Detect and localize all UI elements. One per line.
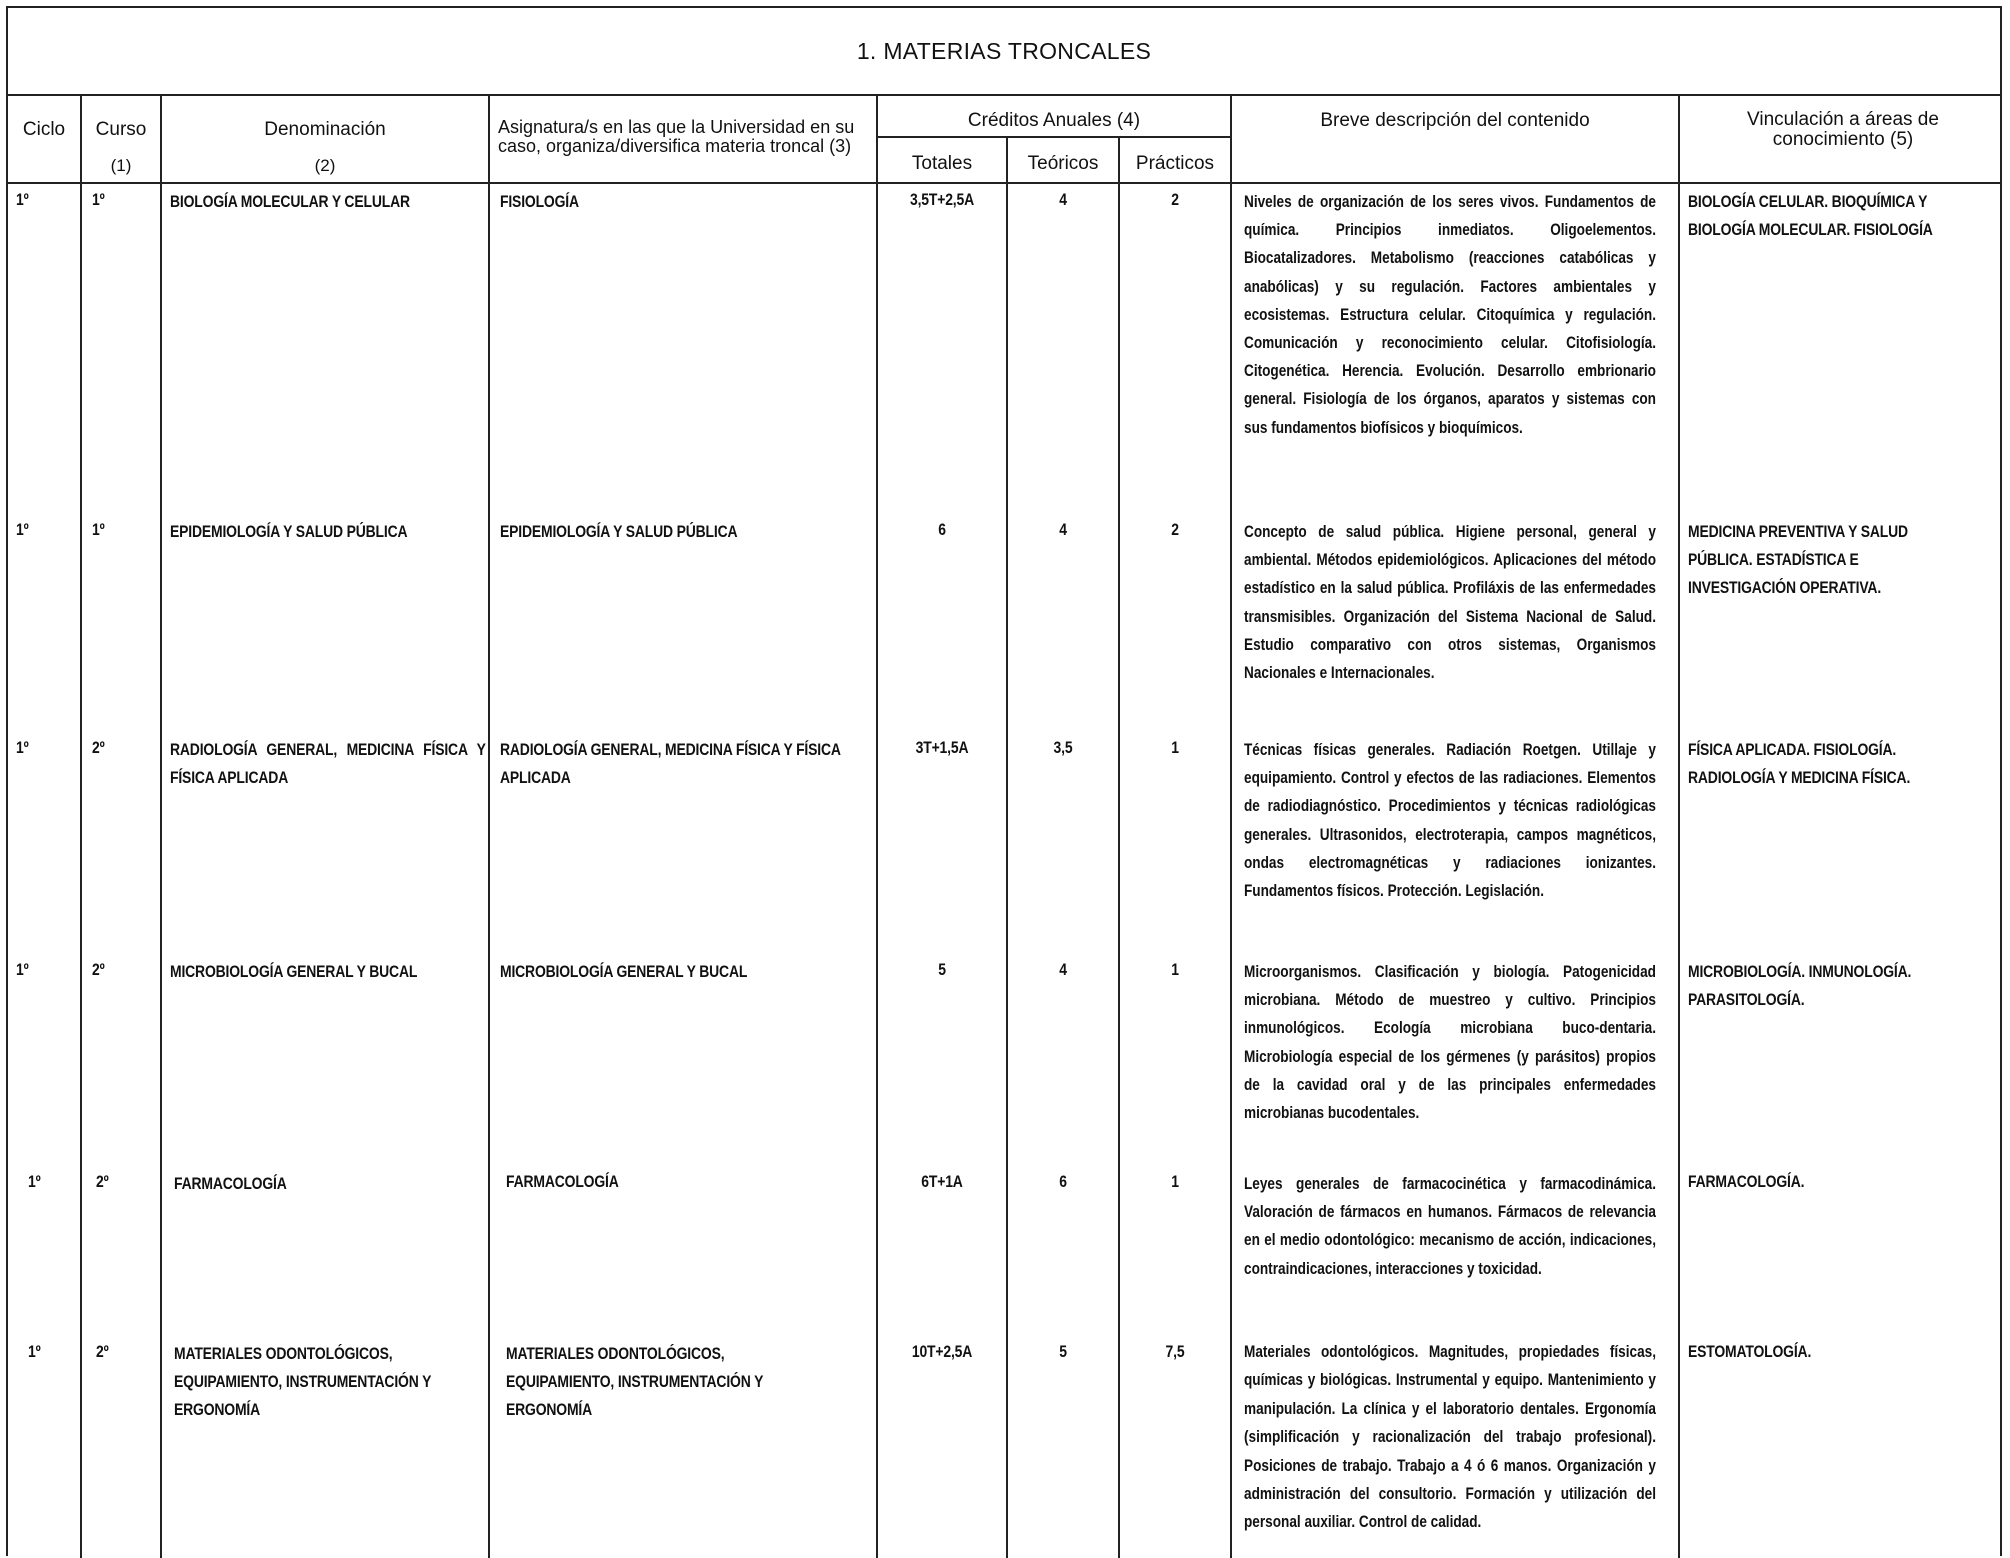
col-rule-teoricos [1118,136,1120,1558]
cell-descripcion: Técnicas físicas generales. Radiación Roetgen. Utillaje y equipamiento. Control y efectos de las radiaciones. Elementos de radiodiagnóstico. Procedimientos y técnicas radiológicas generales. Ultrasonidos, electroterapia, campos magnéticos, ondas electromagnéticas y radiaciones ionizantes. Fundamentos físicos. Protección. Legislación. [1244,740,1656,901]
cell-practicos: 2 [1171,520,1179,539]
cell-descripcion: Leyes generales de farmacocinética y farmacodinámica. Valoración de fármacos en humanos. Fármacos de relevancia en el medio odontológico: mecanismo de acción, indicaciones, contraindicaciones, interacciones y toxicidad. [1244,1174,1656,1278]
cell-asignatura: MATERIALES ODONTOLÓGICOS, EQUIPAMIENTO, INSTRUMENTACIÓN Y ERGONOMÍA [506,1344,763,1419]
cell-curso: 2º [96,1172,109,1191]
cell-ciclo: 1º [16,520,29,539]
cell-descripcion: Microorganismos. Clasificación y biología. Patogenicidad microbiana. Método de muestreo y cultivo. Principios inmunológicos. Ecología microbiana buco-dentaria. Microbiología especial de los gérmenes (y parásitos) propios de la cavidad oral y de las principales enfermedades microbianas bucodentales. [1244,962,1656,1123]
cell-curso: 2º [92,960,105,979]
header-teoricos: Teóricos [1027,153,1099,174]
cell-ciclo: 1º [16,960,29,979]
header-descripcion: Breve descripción del contenido [1320,110,1590,131]
cell-ciclo: 1º [28,1172,41,1191]
cell-totales: 6 [938,520,946,539]
header-denominacion-note: (2) [314,156,336,175]
header-practicos: Prácticos [1135,153,1215,174]
cell-descripcion: Niveles de organización de los seres vivos. Fundamentos de química. Principios inmediatos. Oligoelementos. Biocatalizadores. Metabolismo (reacciones catabólicas y anabólicas) y su regulación. Factores ambientales y ecosistemas. Estructura celular. Citoquímica y regulación. Comunicación y reconocimiento celular. Citofisiología. Citogenética. Herencia. Evolución. Desarrollo embrionario general. Fisiología de los órganos, aparatos y sistemas con sus fundamentos biofísicos y bioquímicos. [1244,192,1656,437]
cell-curso: 1º [92,190,105,209]
col-rule-curso [160,94,162,1558]
cell-asignatura: RADIOLOGÍA GENERAL, MEDICINA FÍSICA Y FÍSICA APLICADA [500,740,841,787]
rule-header-bottom [8,182,2000,184]
cell-practicos: 2 [1171,190,1179,209]
cell-curso: 2º [96,1342,109,1361]
col-rule-denominacion [488,94,490,1558]
cell-totales: 5 [938,960,946,979]
cell-teoricos: 4 [1059,520,1067,539]
cell-denominacion: RADIOLOGÍA GENERAL, MEDICINA FÍSICA Y FÍSICA APLICADA [170,740,486,787]
cell-teoricos: 4 [1059,960,1067,979]
header-curso-note: (1) [110,156,132,175]
cell-vinculacion: MEDICINA PREVENTIVA Y SALUD PÚBLICA. ESTADÍSTICA E INVESTIGACIÓN OPERATIVA. [1688,522,1908,597]
cell-totales: 3T+1,5A [915,738,969,757]
cell-descripcion: Concepto de salud pública. Higiene personal, general y ambiental. Métodos epidemiológicos. Aplicaciones del método estadístico en la salud pública. Profiláxis de las enfermedades transmisibles. Organización del Sistema Nacional de Salud. Estudio comparativo con otros sistemas, Organismos Nacionales e Internacionales. [1244,522,1656,683]
header-denominacion: Denominación [264,119,386,140]
cell-teoricos: 6 [1059,1172,1067,1191]
header-totales: Totales [911,153,973,174]
cell-teoricos: 5 [1059,1342,1067,1361]
col-rule-practicos [1230,94,1232,1558]
table-title: 1. MATERIAS TRONCALES [8,8,2000,96]
cell-denominacion: FARMACOLOGÍA [174,1174,287,1193]
cell-vinculacion: ESTOMATOLOGÍA. [1688,1342,1812,1361]
cell-vinculacion: BIOLOGÍA CELULAR. BIOQUÍMICA Y BIOLOGÍA MOLECULAR. FISIOLOGÍA [1688,192,1933,239]
header-creditos: Créditos Anuales (4) [967,110,1141,131]
header-ciclo: Ciclo [22,119,66,140]
cell-totales: 10T+2,5A [911,1342,973,1361]
cell-asignatura: FISIOLOGÍA [500,192,579,211]
cell-practicos: 7,5 [1165,1342,1185,1361]
cell-asignatura: EPIDEMIOLOGÍA Y SALUD PÚBLICA [500,522,738,541]
cell-curso: 2º [92,738,105,757]
col-rule-asignatura [876,94,878,1558]
cell-curso: 1º [92,520,105,539]
cell-denominacion: BIOLOGÍA MOLECULAR Y CELULAR [170,192,410,211]
cell-totales: 6T+1A [921,1172,963,1191]
cell-asignatura: MICROBIOLOGÍA GENERAL Y BUCAL [500,962,748,981]
cell-practicos: 1 [1171,738,1179,757]
cell-descripcion: Materiales odontológicos. Magnitudes, propiedades físicas, químicas y biológicas. Instrumental y equipo. Mantenimiento y manipulación. La clínica y el laboratorio dentales. Ergonomía (simplificación y racionalización del trabajo profesional). Posiciones de trabajo. Trabajo a 4 ó 6 manos. Organización y administración del consultorio. Formación y utilización del personal auxiliar. Control de calidad. [1244,1342,1656,1532]
cell-asignatura: FARMACOLOGÍA [506,1172,619,1191]
header-vinculacion: Vinculación a áreas de conocimiento (5) [1747,109,1939,150]
col-rule-descripcion [1678,94,1680,1558]
cell-practicos: 1 [1171,1172,1179,1191]
cell-ciclo: 1º [28,1342,41,1361]
col-rule-ciclo [80,94,82,1558]
cell-teoricos: 3,5 [1053,738,1073,757]
rule-creditos-sub [876,136,1230,138]
col-rule-totales [1006,136,1008,1558]
cell-denominacion: MICROBIOLOGÍA GENERAL Y BUCAL [170,962,418,981]
cell-practicos: 1 [1171,960,1179,979]
document-page [6,6,2002,1556]
cell-vinculacion: FÍSICA APLICADA. FISIOLOGÍA. RADIOLOGÍA Y MEDICINA FÍSICA. [1688,740,1911,787]
cell-ciclo: 1º [16,738,29,757]
header-curso: Curso [95,119,147,140]
cell-vinculacion: MICROBIOLOGÍA. INMUNOLOGÍA. PARASITOLOGÍA. [1688,962,1912,1009]
header-asignatura: Asignatura/s en las que la Universidad en su caso, organiza/diversifica materia troncal (3) [498,117,855,156]
cell-teoricos: 4 [1059,190,1067,209]
cell-ciclo: 1º [16,190,29,209]
cell-totales: 3,5T+2,5A [909,190,975,209]
cell-denominacion: MATERIALES ODONTOLÓGICOS, EQUIPAMIENTO, INSTRUMENTACIÓN Y ERGONOMÍA [174,1344,431,1419]
cell-denominacion: EPIDEMIOLOGÍA Y SALUD PÚBLICA [170,522,408,541]
cell-vinculacion: FARMACOLOGÍA. [1688,1172,1805,1191]
